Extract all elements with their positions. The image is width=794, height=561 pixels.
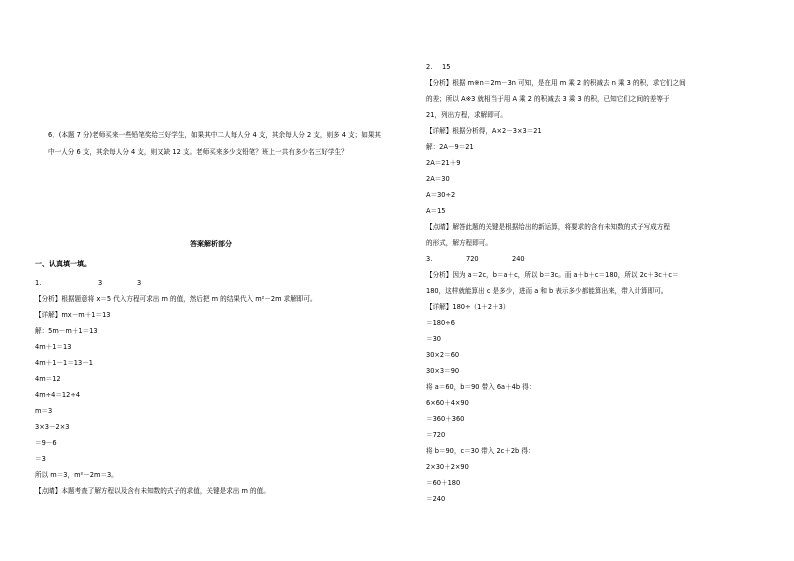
right-line-15: ＝30 [426, 335, 441, 343]
left-line-12: 【点睛】本题考查了解方程以及含有未知数的式子的求值，关键是求出 m 的值。 [35, 487, 270, 495]
right-line-7: A＝30÷2 [426, 191, 456, 199]
left-line-6: 4m÷4＝12÷4 [35, 391, 81, 399]
left-line-7: m＝3 [35, 407, 53, 415]
right-line-8: A＝15 [426, 207, 446, 215]
left-line-3: 4m＋1＝13 [35, 343, 72, 351]
answer-1-blank-b: 3 [137, 279, 142, 287]
right-line-19: 6×60＋4×90 [426, 399, 469, 407]
answer-1-blank-a: 3 [98, 279, 103, 287]
answer-2-row [426, 63, 451, 71]
right-line-3: 【详解】根据分析得，A×2－3×3＝21 [426, 127, 542, 135]
answer-3-row [426, 255, 525, 263]
left-line-4: 4m＋1－1＝13－1 [35, 359, 93, 367]
left-line-2: 解：5m－m＋1＝13 [35, 327, 98, 335]
left-line-1: 【详解】mx－m＋1＝13 [35, 311, 111, 319]
answer-3-blank-a: 720 [466, 255, 479, 263]
right-line-12: 180，这样就能算出 c 是多少，进而 a 和 b 表示多少都能算出来，带入计算即可。 [426, 287, 668, 295]
right-line-9: 【点睛】解答此题的关键是根据给出的新运算，将要求的含有未知数的式子写成方程 [426, 223, 670, 231]
section-title: 答案解析部分 [190, 240, 232, 248]
right-line-16: 30×2＝60 [426, 351, 460, 359]
answer-2-blank-a: 15 [442, 63, 451, 71]
answer-3-number: 3. [426, 255, 433, 263]
part-title: 一、认真填一填。 [35, 260, 91, 268]
answer-3-blank-b: 240 [512, 255, 525, 263]
right-line-18: 将 a＝60，b＝90 带入 6a＋4b 得： [426, 383, 536, 391]
left-line-9: ＝9－6 [35, 439, 57, 447]
left-line-11: 所以 m＝3，m²－2m＝3。 [35, 471, 118, 479]
left-line-10: ＝3 [35, 455, 46, 463]
answer-1-row [35, 279, 142, 287]
right-line-6: 2A＝30 [426, 175, 450, 183]
right-line-5: 2A＝21＋9 [426, 159, 461, 167]
right-line-11: 【分析】因为 a＝2c，b＝a＋c，所以 b＝3c。而 a＋b＋c＝180，所以 2c＋3c＋c＝ [426, 271, 679, 279]
left-line-0: 【分析】根据题意将 x＝5 代入方程可求出 m 的值，然后把 m 的结果代入 m²－2m 求解即可。 [35, 295, 317, 303]
right-line-24: ＝60＋180 [426, 479, 461, 487]
right-line-2: 21，列出方程，求解即可。 [426, 111, 507, 119]
right-line-23: 2×30＋2×90 [426, 463, 469, 471]
right-line-1: 的差；所以 A※3 就相当于用 A 乘 2 的积减去 3 乘 3 的积，已知它们之间的差等于 [426, 95, 670, 103]
question-6: 6．(本题 7 分)老师买来一些铅笔奖给三好学生，如果其中二人每人分 4 支，其余每人分 2 支，则多 4 支；如果其中一人分 6 支，其余每人分 4 支，则又缺 12 支。老师买来多少支铅笔？班上一共有多少名三好学生？ [48, 131, 382, 156]
left-line-5: 4m＝12 [35, 375, 61, 383]
right-line-22: 将 b＝90，c＝30 带入 2c＋2b 得： [426, 447, 535, 455]
right-line-17: 30×3＝90 [426, 367, 460, 375]
right-line-21: ＝720 [426, 431, 446, 439]
right-line-14: ＝180÷6 [426, 319, 455, 327]
answer-1-number: 1. [35, 279, 42, 287]
right-line-13: 【详解】180÷（1＋2＋3） [426, 303, 510, 311]
left-line-8: 3×3－2×3 [35, 423, 70, 431]
right-line-20: ＝360＋360 [426, 415, 465, 423]
right-line-0: 【分析】根据 m※n＝2m－3n 可知，是在用 m 乘 2 的积减去 n 乘 3 的积，求它们之间 [426, 79, 686, 87]
right-line-4: 解：2A－9＝21 [426, 143, 474, 151]
right-line-10: 的形式，解方程即可。 [426, 239, 492, 247]
answer-2-number: 2. [426, 63, 433, 71]
right-line-25: ＝240 [426, 495, 446, 503]
